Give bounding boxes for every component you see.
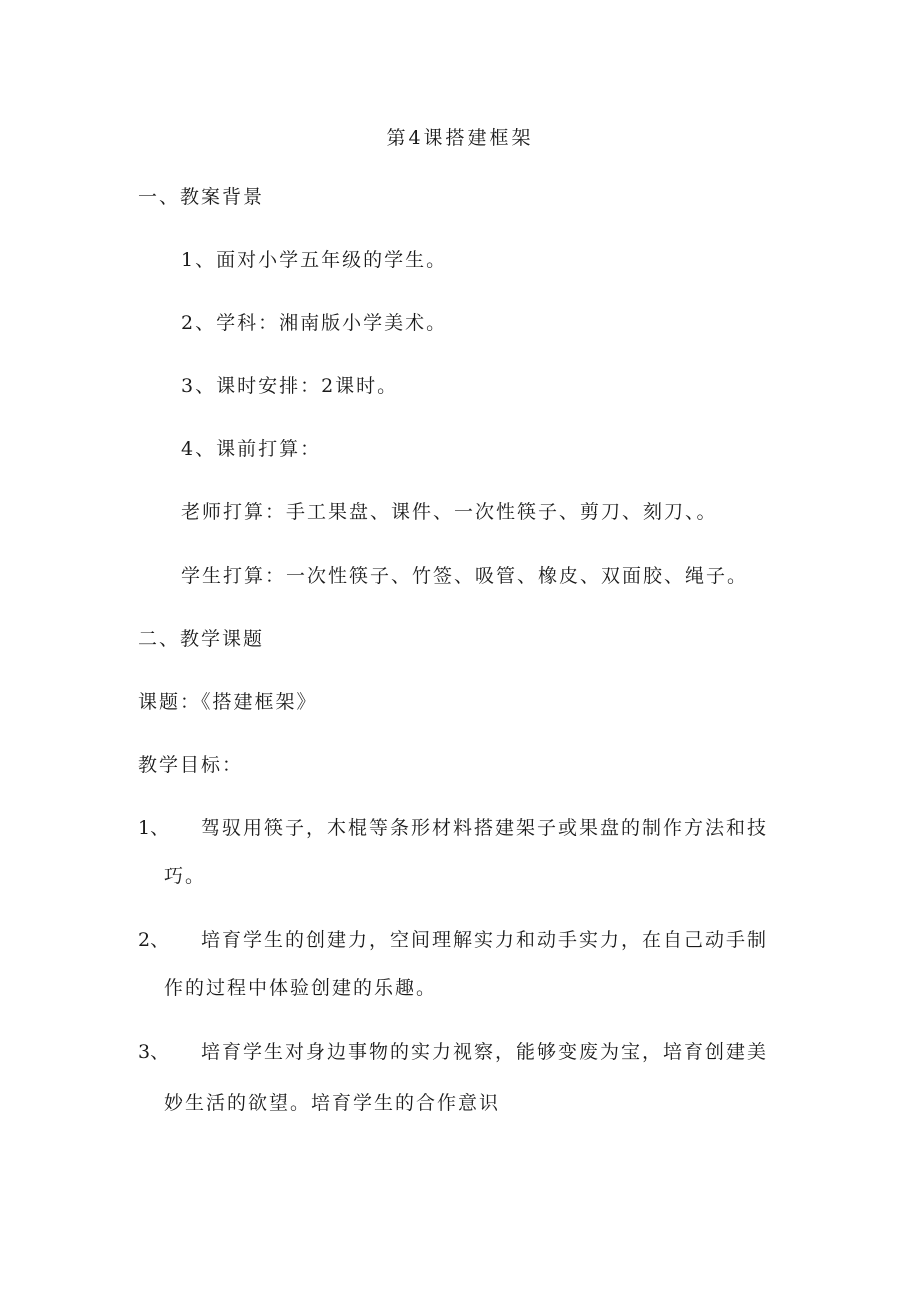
background-item-3: 3、课时安排：2课时。 [181, 375, 399, 397]
teacher-preparation: 老师打算：手工果盘、课件、一次性筷子、剪刀、刻刀、。 [181, 501, 718, 523]
background-item-4: 4、课前打算： [181, 438, 322, 460]
goal-1-line-2: 巧。 [164, 865, 207, 887]
goal-2-line-2: 作的过程中体验创建的乐趣。 [164, 977, 438, 999]
goal-3-line-1: 培育学生对身边事物的实力视察，能够变废为宝，培育创建美 [201, 1041, 769, 1063]
page-title: 第4课搭建框架 [386, 127, 534, 149]
section-heading-topic: 二、教学课题 [138, 628, 265, 650]
goal-number-2: 2、 [138, 929, 170, 951]
goal-number-1: 1、 [138, 817, 170, 839]
student-preparation: 学生打算：一次性筷子、竹签、吸管、橡皮、双面胶、绳子。 [181, 565, 749, 587]
goal-3-line-2: 妙生活的欲望。培育学生的合作意识 [164, 1092, 501, 1114]
lesson-topic: 课题：《搭建框架》 [138, 691, 318, 713]
background-item-2: 2、学科：湘南版小学美术。 [181, 312, 448, 334]
section-heading-background: 一、教案背景 [138, 186, 265, 208]
goal-number-3: 3、 [138, 1041, 170, 1063]
goal-2-line-1: 培育学生的创建力，空间理解实力和动手实力，在自己动手制 [201, 929, 769, 951]
goal-1-line-1: 驾驭用筷子，木棍等条形材料搭建架子或果盘的制作方法和技 [201, 817, 769, 839]
goals-label: 教学目标： [138, 754, 244, 776]
background-item-1: 1、面对小学五年级的学生。 [181, 249, 448, 271]
